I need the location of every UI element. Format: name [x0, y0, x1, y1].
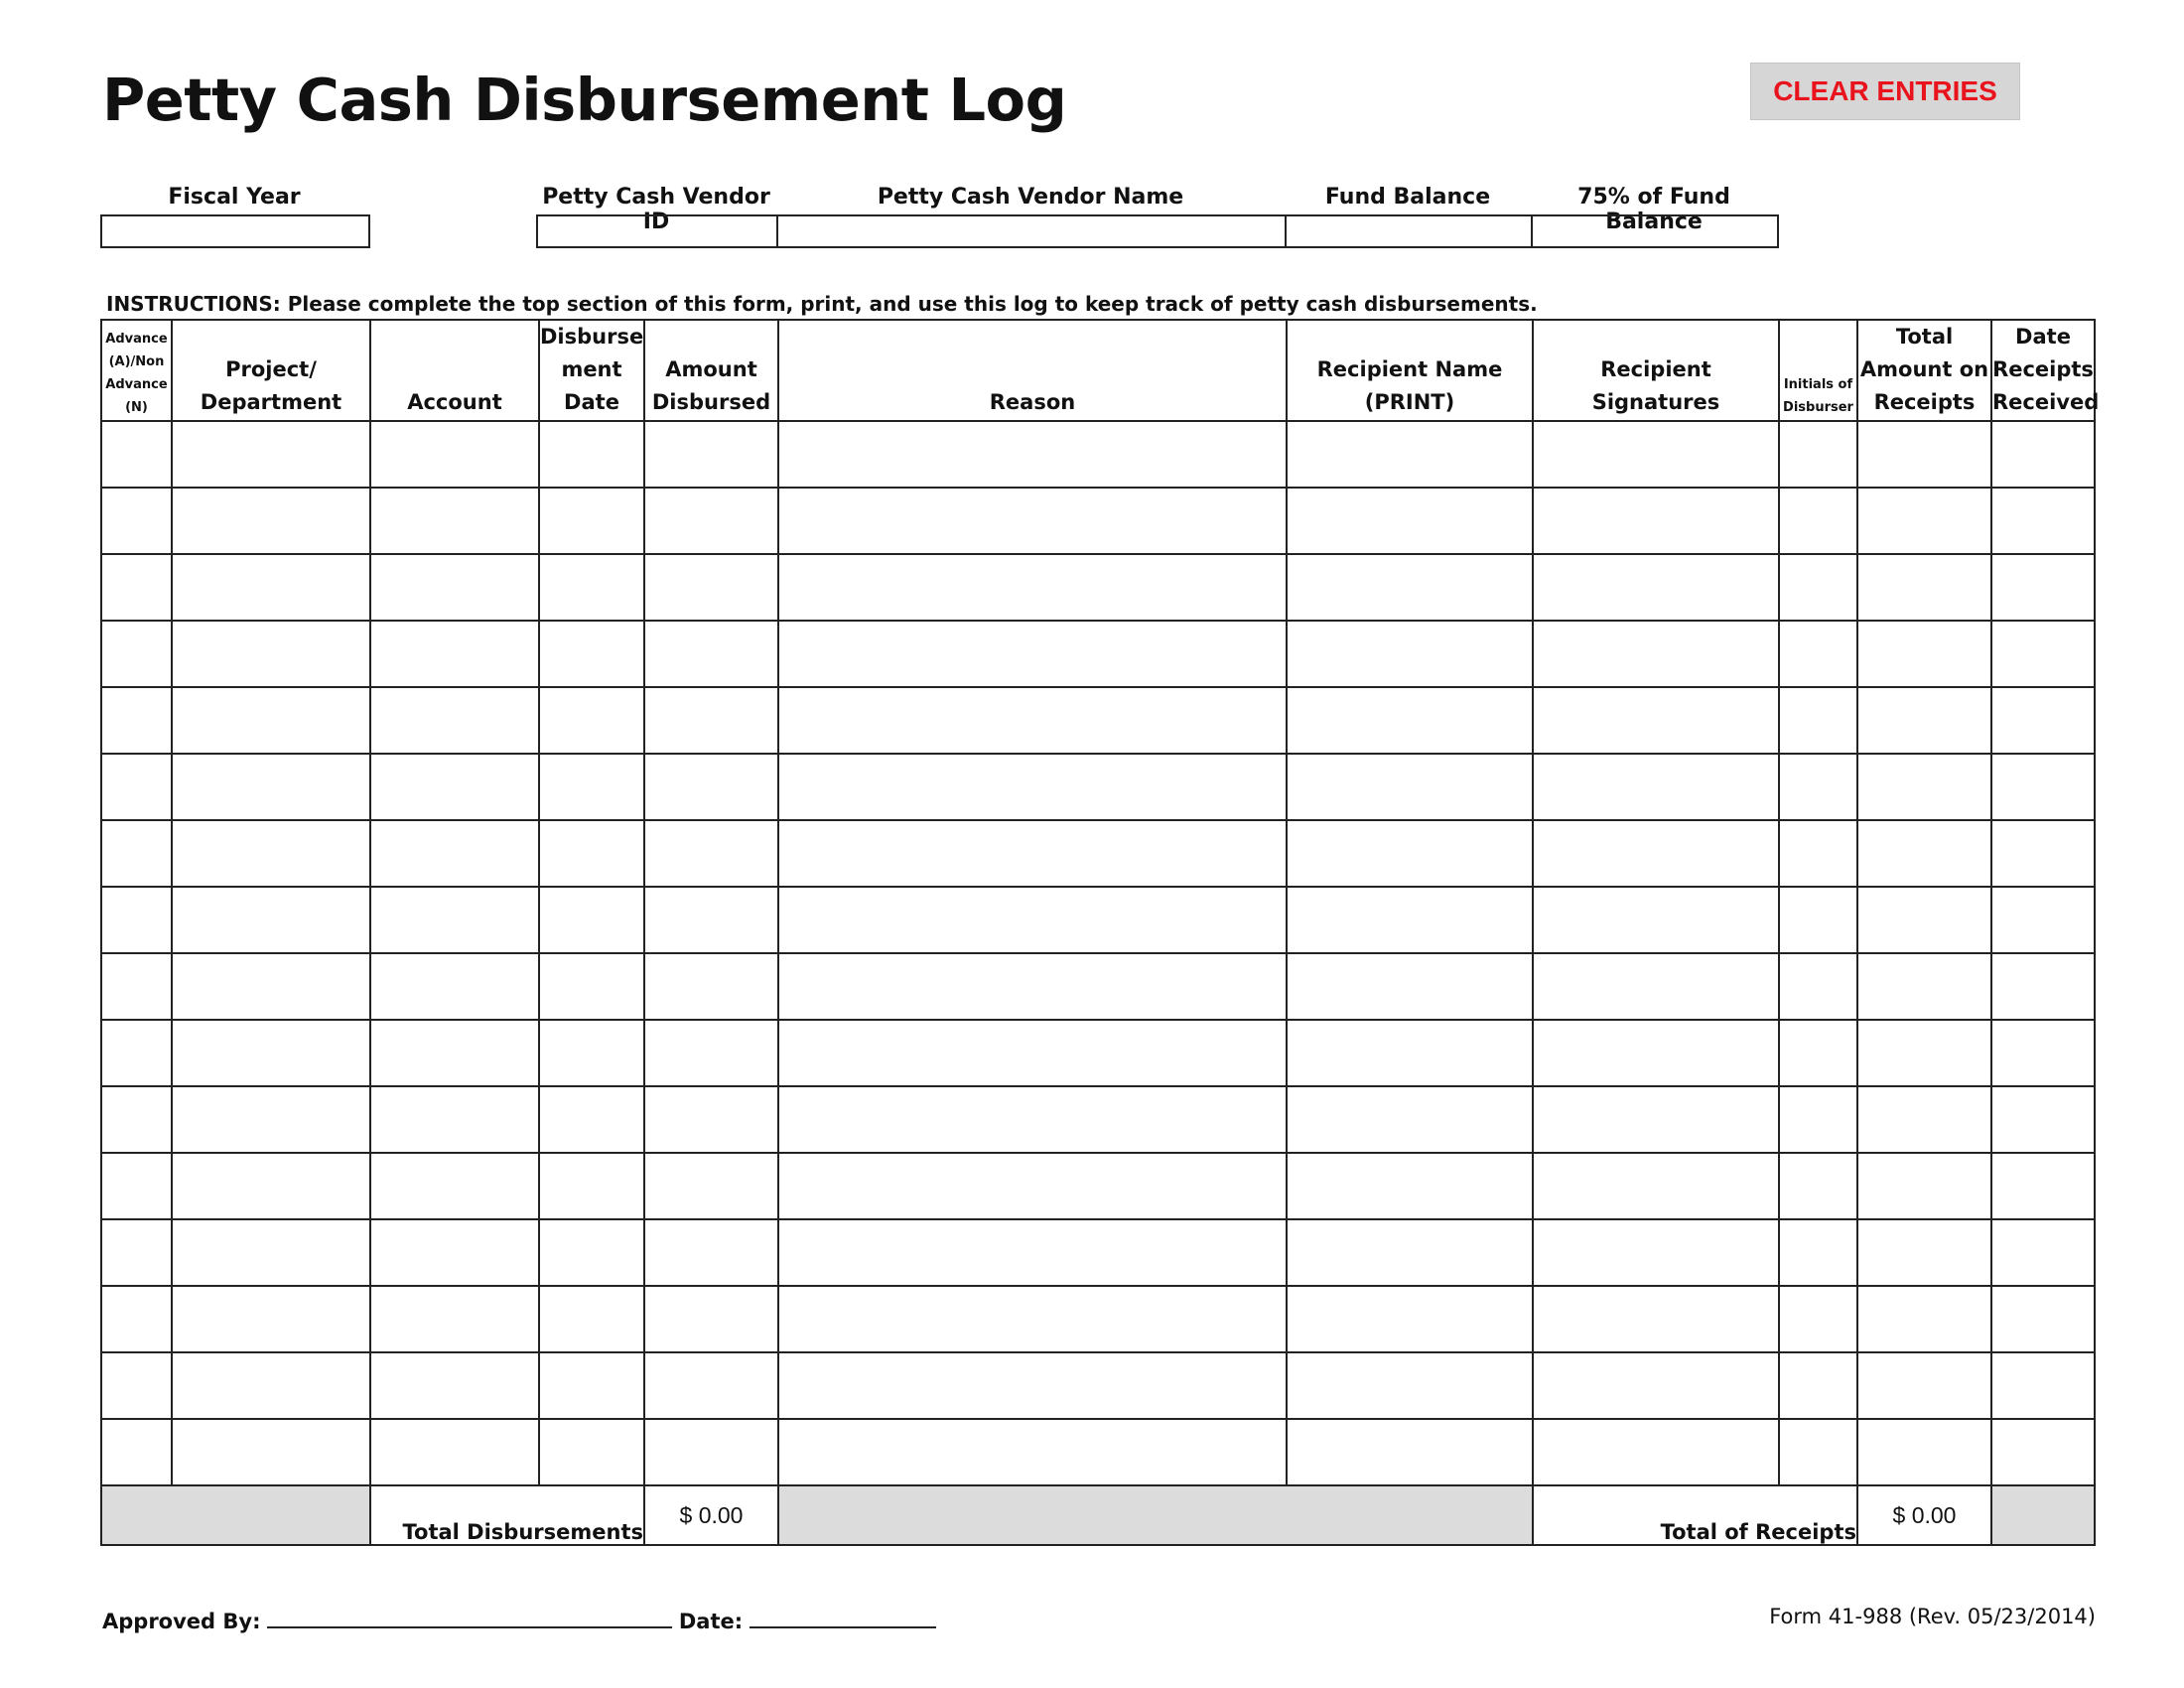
amount-disbursed-cell[interactable]	[644, 488, 778, 554]
project-cell[interactable]	[172, 421, 370, 488]
initials-cell[interactable]	[1779, 1352, 1857, 1419]
totals-shaded-cell	[1991, 1485, 2095, 1545]
disbursement-date-cell[interactable]	[539, 820, 644, 887]
table-row	[101, 1352, 2095, 1419]
approved-by-label: Approved By:	[102, 1610, 261, 1633]
recipient-name-cell[interactable]	[1287, 1286, 1533, 1352]
col-project-header: Project/ Department	[172, 320, 370, 421]
recipient-name-cell[interactable]	[1287, 554, 1533, 621]
vendor-name-field[interactable]	[776, 214, 1287, 248]
advance-cell[interactable]	[101, 488, 172, 554]
account-cell[interactable]	[370, 1086, 539, 1153]
date-label: Date:	[678, 1610, 744, 1633]
account-cell[interactable]	[370, 554, 539, 621]
advance-cell[interactable]	[101, 1352, 172, 1419]
date-received-cell[interactable]	[1991, 1020, 2095, 1086]
table-row	[101, 953, 2095, 1020]
disbursement-date-cell[interactable]	[539, 488, 644, 554]
account-cell[interactable]	[370, 488, 539, 554]
recipient-signature-cell[interactable]	[1533, 1153, 1779, 1219]
initials-cell[interactable]	[1779, 820, 1857, 887]
page-title: Petty Cash Disbursement Log	[102, 66, 1067, 134]
recipient-signature-cell[interactable]	[1533, 1219, 1779, 1286]
reason-cell[interactable]	[778, 1286, 1287, 1352]
reason-cell[interactable]	[778, 488, 1287, 554]
recipient-signature-cell[interactable]	[1533, 953, 1779, 1020]
initials-cell[interactable]	[1779, 687, 1857, 754]
amount-disbursed-cell[interactable]	[644, 754, 778, 820]
project-cell[interactable]	[172, 687, 370, 754]
amount-disbursed-cell[interactable]	[644, 687, 778, 754]
project-cell[interactable]	[172, 1352, 370, 1419]
project-cell[interactable]	[172, 754, 370, 820]
receipts-total-cell[interactable]	[1857, 754, 1991, 820]
fund-balance-label: Fund Balance	[1324, 185, 1491, 210]
reason-cell[interactable]	[778, 953, 1287, 1020]
table-row	[101, 887, 2095, 953]
account-cell[interactable]	[370, 421, 539, 488]
project-cell[interactable]	[172, 621, 370, 687]
recipient-name-cell[interactable]	[1287, 1219, 1533, 1286]
reason-cell[interactable]	[778, 754, 1287, 820]
recipient-name-cell[interactable]	[1287, 1419, 1533, 1485]
date-received-cell[interactable]	[1991, 887, 2095, 953]
receipts-total-cell[interactable]	[1857, 887, 1991, 953]
receipts-total-cell[interactable]	[1857, 488, 1991, 554]
receipts-total-cell[interactable]	[1857, 621, 1991, 687]
table-row	[101, 1086, 2095, 1153]
recipient-name-cell[interactable]	[1287, 754, 1533, 820]
reason-cell[interactable]	[778, 554, 1287, 621]
receipts-total-cell[interactable]	[1857, 554, 1991, 621]
vendor-id-label: Petty Cash Vendor ID	[542, 185, 770, 234]
project-cell[interactable]	[172, 887, 370, 953]
table-row	[101, 1219, 2095, 1286]
approval-date-field[interactable]	[750, 1605, 936, 1628]
date-received-cell[interactable]	[1991, 754, 2095, 820]
reason-cell[interactable]	[778, 421, 1287, 488]
date-received-cell[interactable]	[1991, 953, 2095, 1020]
date-received-cell[interactable]	[1991, 687, 2095, 754]
table-row	[101, 754, 2095, 820]
reason-cell[interactable]	[778, 1419, 1287, 1485]
receipts-total-cell[interactable]	[1857, 820, 1991, 887]
advance-cell[interactable]	[101, 1219, 172, 1286]
project-cell[interactable]	[172, 1020, 370, 1086]
account-cell[interactable]	[370, 754, 539, 820]
disbursement-date-cell[interactable]	[539, 554, 644, 621]
advance-cell[interactable]	[101, 421, 172, 488]
table-row	[101, 488, 2095, 554]
date-received-cell[interactable]	[1991, 820, 2095, 887]
amount-disbursed-cell[interactable]	[644, 820, 778, 887]
amount-disbursed-cell[interactable]	[644, 621, 778, 687]
date-received-cell[interactable]	[1991, 1352, 2095, 1419]
date-received-cell[interactable]	[1991, 1286, 2095, 1352]
recipient-signature-cell[interactable]	[1533, 1352, 1779, 1419]
date-received-cell[interactable]	[1991, 621, 2095, 687]
project-cell[interactable]	[172, 1419, 370, 1485]
disbursement-date-cell[interactable]	[539, 1419, 644, 1485]
advance-cell[interactable]	[101, 754, 172, 820]
receipts-total-cell[interactable]	[1857, 1286, 1991, 1352]
recipient-signature-cell[interactable]	[1533, 754, 1779, 820]
advance-cell[interactable]	[101, 1419, 172, 1485]
initials-cell[interactable]	[1779, 488, 1857, 554]
col-account-header: Account	[370, 320, 539, 421]
receipts-total-cell[interactable]	[1857, 421, 1991, 488]
fund-balance-field[interactable]	[1285, 214, 1533, 248]
recipient-signature-cell[interactable]	[1533, 1086, 1779, 1153]
table-row	[101, 421, 2095, 488]
recipient-name-cell[interactable]	[1287, 621, 1533, 687]
totals-shaded-cell	[778, 1485, 1533, 1545]
disbursement-date-cell[interactable]	[539, 621, 644, 687]
date-received-cell[interactable]	[1991, 1419, 2095, 1485]
recipient-signature-cell[interactable]	[1533, 621, 1779, 687]
disbursement-log-table	[100, 319, 2100, 1546]
receipts-total-cell[interactable]	[1857, 1153, 1991, 1219]
reason-cell[interactable]	[778, 1352, 1287, 1419]
recipient-signature-cell[interactable]	[1533, 1419, 1779, 1485]
total-receipts-label: Total of Receipts	[1533, 1485, 1857, 1545]
date-received-cell[interactable]	[1991, 421, 2095, 488]
amount-disbursed-cell[interactable]	[644, 1286, 778, 1352]
approved-by-field[interactable]	[267, 1605, 672, 1628]
total-disbursements-label: Total Disbursements	[370, 1485, 644, 1545]
recipient-signature-cell[interactable]	[1533, 687, 1779, 754]
reason-cell[interactable]	[778, 1153, 1287, 1219]
recipient-name-cell[interactable]	[1287, 1352, 1533, 1419]
advance-cell[interactable]	[101, 554, 172, 621]
initials-cell[interactable]	[1779, 421, 1857, 488]
recipient-signature-cell[interactable]	[1533, 820, 1779, 887]
account-cell[interactable]	[370, 1153, 539, 1219]
advance-cell[interactable]	[101, 621, 172, 687]
initials-cell[interactable]	[1779, 1419, 1857, 1485]
initials-cell[interactable]	[1779, 554, 1857, 621]
recipient-name-cell[interactable]	[1287, 1020, 1533, 1086]
advance-cell[interactable]	[101, 820, 172, 887]
project-cell[interactable]	[172, 1219, 370, 1286]
instructions-text: INSTRUCTIONS: Please complete the top section of this form, print, and use this log to keep track of petty cash disbursements.	[106, 292, 1538, 316]
project-cell[interactable]	[172, 953, 370, 1020]
table-row	[101, 820, 2095, 887]
recipient-signature-cell[interactable]	[1533, 554, 1779, 621]
recipient-signature-cell[interactable]	[1533, 1286, 1779, 1352]
account-cell[interactable]	[370, 687, 539, 754]
date-received-cell[interactable]	[1991, 1219, 2095, 1286]
account-cell[interactable]	[370, 1352, 539, 1419]
advance-cell[interactable]	[101, 1086, 172, 1153]
disbursement-date-cell[interactable]	[539, 1219, 644, 1286]
table-row	[101, 1153, 2095, 1219]
project-cell[interactable]	[172, 554, 370, 621]
disbursement-date-cell[interactable]	[539, 1086, 644, 1153]
col-recipient-signatures-header: Recipient Signatures	[1533, 320, 1779, 421]
project-cell[interactable]	[172, 1286, 370, 1352]
table-row	[101, 687, 2095, 754]
project-cell[interactable]	[172, 1153, 370, 1219]
col-total-receipts-header: Total Amount on Receipts	[1857, 320, 1991, 421]
totals-shaded-cell	[101, 1485, 370, 1545]
reason-cell[interactable]	[778, 1086, 1287, 1153]
reason-cell[interactable]	[778, 1219, 1287, 1286]
recipient-signature-cell[interactable]	[1533, 1020, 1779, 1086]
project-cell[interactable]	[172, 820, 370, 887]
fiscal-year-label: Fiscal Year	[168, 185, 301, 210]
date-received-cell[interactable]	[1991, 1086, 2095, 1153]
reason-cell[interactable]	[778, 820, 1287, 887]
recipient-name-cell[interactable]	[1287, 687, 1533, 754]
amount-disbursed-cell[interactable]	[644, 953, 778, 1020]
recipient-name-cell[interactable]	[1287, 421, 1533, 488]
table-row	[101, 1286, 2095, 1352]
vendor-name-label: Petty Cash Vendor Name	[877, 185, 1184, 210]
disbursement-date-cell[interactable]	[539, 421, 644, 488]
recipient-name-cell[interactable]	[1287, 953, 1533, 1020]
receipts-total-cell[interactable]	[1857, 1352, 1991, 1419]
amount-disbursed-cell[interactable]	[644, 421, 778, 488]
recipient-name-cell[interactable]	[1287, 1086, 1533, 1153]
account-cell[interactable]	[370, 1419, 539, 1485]
disbursement-date-cell[interactable]	[539, 1286, 644, 1352]
initials-cell[interactable]	[1779, 1286, 1857, 1352]
account-cell[interactable]	[370, 1020, 539, 1086]
disbursement-date-cell[interactable]	[539, 754, 644, 820]
advance-cell[interactable]	[101, 1286, 172, 1352]
amount-disbursed-cell[interactable]	[644, 1219, 778, 1286]
disbursement-date-cell[interactable]	[539, 887, 644, 953]
disbursement-date-cell[interactable]	[539, 953, 644, 1020]
advance-cell[interactable]	[101, 887, 172, 953]
date-received-cell[interactable]	[1991, 554, 2095, 621]
vendor-id-field[interactable]	[536, 214, 778, 248]
clear-entries-button[interactable]: CLEAR ENTRIES	[1750, 63, 2020, 120]
account-cell[interactable]	[370, 953, 539, 1020]
reason-cell[interactable]	[778, 687, 1287, 754]
initials-cell[interactable]	[1779, 1086, 1857, 1153]
fiscal-year-field[interactable]	[100, 214, 370, 248]
advance-cell[interactable]	[101, 687, 172, 754]
reason-cell[interactable]	[778, 1020, 1287, 1086]
col-recipient-name-header: Recipient Name (PRINT)	[1287, 320, 1533, 421]
initials-cell[interactable]	[1779, 1020, 1857, 1086]
recipient-name-cell[interactable]	[1287, 887, 1533, 953]
reason-cell[interactable]	[778, 887, 1287, 953]
initials-cell[interactable]	[1779, 754, 1857, 820]
advance-cell[interactable]	[101, 953, 172, 1020]
initials-cell[interactable]	[1779, 1153, 1857, 1219]
log-body	[101, 421, 2095, 1485]
recipient-signature-cell[interactable]	[1533, 488, 1779, 554]
advance-cell[interactable]	[101, 1020, 172, 1086]
date-received-cell[interactable]	[1991, 488, 2095, 554]
disbursement-date-cell[interactable]	[539, 687, 644, 754]
recipient-name-cell[interactable]	[1287, 820, 1533, 887]
initials-cell[interactable]	[1779, 887, 1857, 953]
receipts-total-cell[interactable]	[1857, 1020, 1991, 1086]
account-cell[interactable]	[370, 887, 539, 953]
amount-disbursed-cell[interactable]	[644, 1086, 778, 1153]
table-header-row	[101, 320, 2095, 421]
amount-disbursed-cell[interactable]	[644, 1419, 778, 1485]
amount-disbursed-cell[interactable]	[644, 1352, 778, 1419]
totals-row	[101, 1485, 2095, 1545]
amount-disbursed-cell[interactable]	[644, 554, 778, 621]
recipient-name-cell[interactable]	[1287, 1153, 1533, 1219]
receipts-total-cell[interactable]	[1857, 687, 1991, 754]
table-row	[101, 554, 2095, 621]
amount-disbursed-cell[interactable]	[644, 887, 778, 953]
fund-balance-75-label: 75% of Fund Balance	[1577, 185, 1730, 234]
receipts-total-cell[interactable]	[1857, 953, 1991, 1020]
account-cell[interactable]	[370, 1219, 539, 1286]
disbursement-date-cell[interactable]	[539, 1020, 644, 1086]
account-cell[interactable]	[370, 1286, 539, 1352]
receipts-total-cell[interactable]	[1857, 1419, 1991, 1485]
col-amount-disbursed-header: Amount Disbursed	[644, 320, 778, 421]
reason-cell[interactable]	[778, 621, 1287, 687]
total-receipts-value: $ 0.00	[1857, 1485, 1991, 1545]
col-initials-header: Initials of Disburser	[1779, 320, 1857, 421]
initials-cell[interactable]	[1779, 953, 1857, 1020]
account-cell[interactable]	[370, 820, 539, 887]
date-received-cell[interactable]	[1991, 1153, 2095, 1219]
recipient-name-cell[interactable]	[1287, 488, 1533, 554]
col-advance-header: Advance (A)/Non Advance (N)	[101, 320, 172, 421]
col-disbursement-date-header: Disburse ment Date	[539, 320, 644, 421]
col-date-received-header: Date Receipts Received	[1991, 320, 2095, 421]
amount-disbursed-cell[interactable]	[644, 1153, 778, 1219]
fund-balance-75-field[interactable]	[1531, 214, 1779, 248]
project-cell[interactable]	[172, 1086, 370, 1153]
table-row	[101, 1020, 2095, 1086]
approval-line	[102, 1605, 936, 1633]
disbursement-date-cell[interactable]	[539, 1153, 644, 1219]
table-row	[101, 1419, 2095, 1485]
initials-cell[interactable]	[1779, 1219, 1857, 1286]
account-cell[interactable]	[370, 621, 539, 687]
amount-disbursed-cell[interactable]	[644, 1020, 778, 1086]
form-id: Form 41-988 (Rev. 05/23/2014)	[1769, 1605, 2096, 1628]
initials-cell[interactable]	[1779, 621, 1857, 687]
recipient-signature-cell[interactable]	[1533, 421, 1779, 488]
project-cell[interactable]	[172, 488, 370, 554]
col-reason-header: Reason	[778, 320, 1287, 421]
advance-cell[interactable]	[101, 1153, 172, 1219]
receipts-total-cell[interactable]	[1857, 1219, 1991, 1286]
table-row	[101, 621, 2095, 687]
receipts-total-cell[interactable]	[1857, 1086, 1991, 1153]
recipient-signature-cell[interactable]	[1533, 887, 1779, 953]
total-disbursements-value: $ 0.00	[644, 1485, 778, 1545]
disbursement-date-cell[interactable]	[539, 1352, 644, 1419]
